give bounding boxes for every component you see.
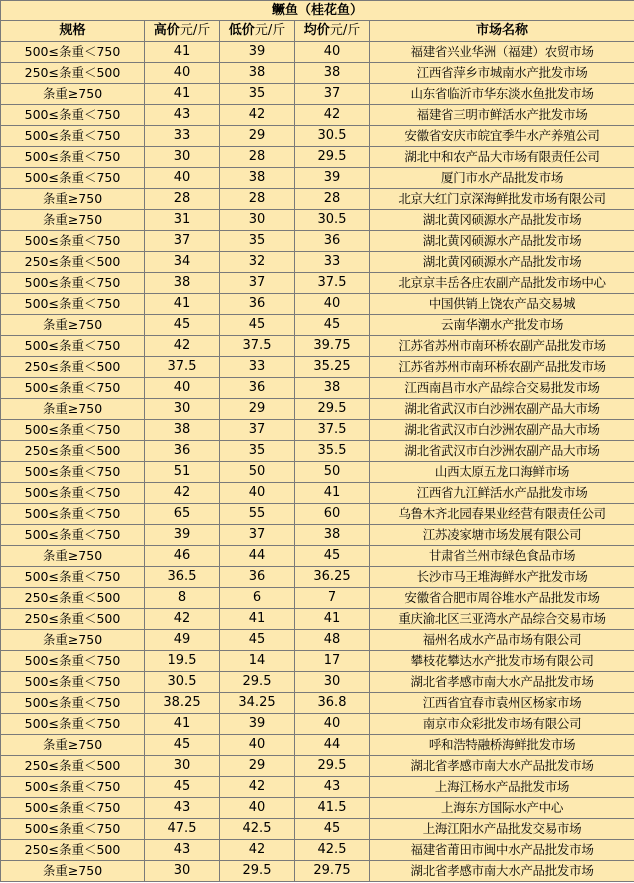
cell-low-price: 55 [220, 504, 295, 525]
cell-high-price: 46 [145, 546, 220, 567]
cell-low-price: 42.5 [220, 819, 295, 840]
table-row [1, 693, 634, 714]
cell-avg-price: 17 [295, 651, 370, 672]
cell-low-price: 33 [220, 357, 295, 378]
cell-high-price: 8 [145, 588, 220, 609]
cell-avg-price: 42.5 [295, 840, 370, 861]
cell-low-price: 42 [220, 840, 295, 861]
cell-market: 长沙市马王堆海鲜水产批发市场 [370, 567, 634, 588]
table-row [1, 672, 634, 693]
cell-avg-price: 35.25 [295, 357, 370, 378]
cell-high-price: 33 [145, 126, 220, 147]
cell-avg-price: 29.5 [295, 756, 370, 777]
table-header-row [1, 21, 634, 42]
cell-market: 呼和浩特融桥海鲜批发市场 [370, 735, 634, 756]
header-avg-label: 均价 [303, 23, 330, 38]
cell-market: 山东省临沂市华东淡水鱼批发市场 [370, 84, 634, 105]
cell-low-price: 38 [220, 168, 295, 189]
cell-low-price: 37 [220, 420, 295, 441]
table-row [1, 378, 634, 399]
table-title-row [1, 1, 634, 21]
header-market: 市场名称 [370, 21, 634, 42]
cell-avg-price: 43 [295, 777, 370, 798]
header-avg-unit: 元/斤 [329, 23, 361, 38]
cell-avg-price: 50 [295, 462, 370, 483]
cell-spec: 500≤条重＜750 [1, 672, 145, 693]
cell-market: 江西省宜春市袁州区杨家市场 [370, 693, 634, 714]
cell-high-price: 30.5 [145, 672, 220, 693]
cell-market: 福建省莆田市闽中水产品批发市场 [370, 840, 634, 861]
cell-low-price: 36 [220, 294, 295, 315]
cell-high-price: 41 [145, 84, 220, 105]
cell-avg-price: 45 [295, 315, 370, 336]
cell-avg-price: 35.5 [295, 441, 370, 462]
cell-spec: 条重≥750 [1, 84, 145, 105]
cell-spec: 条重≥750 [1, 630, 145, 651]
table-row [1, 840, 634, 861]
cell-low-price: 35 [220, 231, 295, 252]
cell-market: 重庆渝北区三亚湾水产品综合交易市场 [370, 609, 634, 630]
cell-low-price: 30 [220, 210, 295, 231]
cell-market: 江西南昌市水产品综合交易批发市场 [370, 378, 634, 399]
cell-high-price: 43 [145, 798, 220, 819]
cell-avg-price: 38 [295, 63, 370, 84]
cell-market: 江苏凌家塘市场发展有限公司 [370, 525, 634, 546]
cell-high-price: 42 [145, 483, 220, 504]
cell-spec: 条重≥750 [1, 399, 145, 420]
table-row [1, 105, 634, 126]
cell-spec: 500≤条重＜750 [1, 651, 145, 672]
cell-low-price: 42 [220, 777, 295, 798]
table-row [1, 567, 634, 588]
cell-spec: 500≤条重＜750 [1, 105, 145, 126]
cell-low-price: 29 [220, 399, 295, 420]
cell-high-price: 40 [145, 378, 220, 399]
cell-high-price: 40 [145, 168, 220, 189]
cell-high-price: 43 [145, 840, 220, 861]
cell-low-price: 35 [220, 84, 295, 105]
table-row [1, 651, 634, 672]
cell-spec: 250≤条重＜500 [1, 252, 145, 273]
header-low-unit: 元/斤 [254, 23, 286, 38]
cell-high-price: 40 [145, 63, 220, 84]
cell-market: 江西省萍乡市城南水产批发市场 [370, 63, 634, 84]
cell-avg-price: 41.5 [295, 798, 370, 819]
table-row [1, 126, 634, 147]
cell-spec: 250≤条重＜500 [1, 588, 145, 609]
cell-high-price: 45 [145, 735, 220, 756]
table-row [1, 84, 634, 105]
cell-avg-price: 37.5 [295, 420, 370, 441]
table-row [1, 546, 634, 567]
cell-avg-price: 30.5 [295, 210, 370, 231]
cell-spec: 条重≥750 [1, 735, 145, 756]
cell-spec: 500≤条重＜750 [1, 378, 145, 399]
cell-high-price: 39 [145, 525, 220, 546]
cell-market: 江西省九江鲜活水产品批发市场 [370, 483, 634, 504]
cell-high-price: 28 [145, 189, 220, 210]
cell-low-price: 40 [220, 483, 295, 504]
cell-high-price: 30 [145, 147, 220, 168]
cell-high-price: 31 [145, 210, 220, 231]
cell-low-price: 40 [220, 798, 295, 819]
table-row [1, 357, 634, 378]
cell-low-price: 37 [220, 273, 295, 294]
cell-low-price: 44 [220, 546, 295, 567]
cell-high-price: 42 [145, 336, 220, 357]
cell-high-price: 38 [145, 420, 220, 441]
cell-high-price: 36.5 [145, 567, 220, 588]
table-row [1, 714, 634, 735]
cell-spec: 条重≥750 [1, 861, 145, 882]
cell-market: 江苏省苏州市南环桥农副产品批发市场 [370, 336, 634, 357]
cell-market: 江苏省苏州市南环桥农副产品批发市场 [370, 357, 634, 378]
table-row [1, 462, 634, 483]
cell-market: 湖北省武汉市白沙洲农副产品大市场 [370, 420, 634, 441]
cell-high-price: 30 [145, 756, 220, 777]
cell-market: 湖北省孝感市南大水产品批发市场 [370, 672, 634, 693]
table-row [1, 798, 634, 819]
cell-low-price: 29 [220, 126, 295, 147]
cell-low-price: 29 [220, 756, 295, 777]
cell-market: 湖北省武汉市白沙洲农副产品大市场 [370, 399, 634, 420]
cell-avg-price: 39 [295, 168, 370, 189]
cell-market: 安徽省安庆市皖宜季牛水产养殖公司 [370, 126, 634, 147]
cell-spec: 500≤条重＜750 [1, 777, 145, 798]
cell-low-price: 50 [220, 462, 295, 483]
table-row [1, 399, 634, 420]
cell-avg-price: 48 [295, 630, 370, 651]
cell-spec: 500≤条重＜750 [1, 231, 145, 252]
header-spec: 规格 [1, 21, 145, 42]
cell-low-price: 42 [220, 105, 295, 126]
cell-spec: 500≤条重＜750 [1, 504, 145, 525]
cell-market: 云南华潮水产批发市场 [370, 315, 634, 336]
cell-high-price: 41 [145, 294, 220, 315]
table-row [1, 189, 634, 210]
cell-high-price: 30 [145, 861, 220, 882]
cell-low-price: 35 [220, 441, 295, 462]
table-row [1, 630, 634, 651]
cell-low-price: 6 [220, 588, 295, 609]
cell-spec: 条重≥750 [1, 210, 145, 231]
cell-avg-price: 45 [295, 546, 370, 567]
cell-low-price: 29.5 [220, 861, 295, 882]
cell-spec: 500≤条重＜750 [1, 126, 145, 147]
cell-market: 上海江阳水产品批发交易市场 [370, 819, 634, 840]
table-row [1, 420, 634, 441]
cell-avg-price: 36 [295, 231, 370, 252]
cell-low-price: 37 [220, 525, 295, 546]
table-row [1, 756, 634, 777]
table-row [1, 441, 634, 462]
table-row [1, 63, 634, 84]
cell-spec: 500≤条重＜750 [1, 798, 145, 819]
cell-high-price: 34 [145, 252, 220, 273]
cell-low-price: 40 [220, 735, 295, 756]
table-title: 鳜鱼（桂花鱼） [1, 1, 634, 21]
cell-high-price: 41 [145, 714, 220, 735]
header-low-label: 低价 [228, 23, 255, 38]
cell-high-price: 43 [145, 105, 220, 126]
cell-low-price: 41 [220, 609, 295, 630]
cell-spec: 250≤条重＜500 [1, 840, 145, 861]
cell-avg-price: 40 [295, 714, 370, 735]
cell-low-price: 34.25 [220, 693, 295, 714]
cell-low-price: 37.5 [220, 336, 295, 357]
cell-spec: 500≤条重＜750 [1, 273, 145, 294]
cell-low-price: 45 [220, 315, 295, 336]
cell-avg-price: 38 [295, 525, 370, 546]
cell-spec: 500≤条重＜750 [1, 420, 145, 441]
cell-high-price: 30 [145, 399, 220, 420]
table-row [1, 588, 634, 609]
cell-low-price: 14 [220, 651, 295, 672]
cell-market: 乌鲁木齐北园春果业经营有限责任公司 [370, 504, 634, 525]
cell-avg-price: 40 [295, 294, 370, 315]
cell-market: 湖北黄冈硕源水产品批发市场 [370, 210, 634, 231]
cell-market: 上海东方国际水产中心 [370, 798, 634, 819]
cell-avg-price: 41 [295, 483, 370, 504]
cell-high-price: 19.5 [145, 651, 220, 672]
cell-avg-price: 44 [295, 735, 370, 756]
cell-spec: 500≤条重＜750 [1, 483, 145, 504]
cell-market: 南京市众彩批发市场有限公司 [370, 714, 634, 735]
cell-spec: 500≤条重＜750 [1, 819, 145, 840]
cell-avg-price: 30.5 [295, 126, 370, 147]
cell-avg-price: 29.75 [295, 861, 370, 882]
cell-market: 北京京丰岳各庄农副产品批发市场中心 [370, 273, 634, 294]
cell-low-price: 28 [220, 189, 295, 210]
cell-spec: 500≤条重＜750 [1, 693, 145, 714]
cell-low-price: 39 [220, 714, 295, 735]
cell-spec: 250≤条重＜500 [1, 441, 145, 462]
cell-high-price: 47.5 [145, 819, 220, 840]
table-row [1, 42, 634, 63]
cell-avg-price: 60 [295, 504, 370, 525]
cell-high-price: 42 [145, 609, 220, 630]
cell-avg-price: 28 [295, 189, 370, 210]
cell-spec: 250≤条重＜500 [1, 756, 145, 777]
table-row [1, 294, 634, 315]
table-row [1, 861, 634, 882]
cell-high-price: 51 [145, 462, 220, 483]
cell-spec: 500≤条重＜750 [1, 168, 145, 189]
cell-spec: 500≤条重＜750 [1, 462, 145, 483]
cell-avg-price: 45 [295, 819, 370, 840]
cell-avg-price: 7 [295, 588, 370, 609]
table-row [1, 483, 634, 504]
cell-low-price: 32 [220, 252, 295, 273]
table-row [1, 168, 634, 189]
cell-market: 湖北省武汉市白沙洲农副产品大市场 [370, 441, 634, 462]
cell-avg-price: 41 [295, 609, 370, 630]
cell-spec: 500≤条重＜750 [1, 147, 145, 168]
cell-high-price: 38.25 [145, 693, 220, 714]
cell-low-price: 39 [220, 42, 295, 63]
cell-low-price: 45 [220, 630, 295, 651]
cell-low-price: 28 [220, 147, 295, 168]
cell-high-price: 49 [145, 630, 220, 651]
cell-avg-price: 29.5 [295, 399, 370, 420]
cell-spec: 500≤条重＜750 [1, 336, 145, 357]
cell-high-price: 37.5 [145, 357, 220, 378]
cell-market: 北京大红门京深海鲜批发市场有限公司 [370, 189, 634, 210]
table-row [1, 273, 634, 294]
cell-market: 攀枝花攀达水产批发市场有限公司 [370, 651, 634, 672]
cell-high-price: 37 [145, 231, 220, 252]
table-row [1, 819, 634, 840]
table-body [1, 42, 634, 882]
header-high-price [145, 21, 220, 42]
cell-avg-price: 29.5 [295, 147, 370, 168]
cell-market: 安徽省合肥市周谷堆水产品批发市场 [370, 588, 634, 609]
cell-market: 厦门市水产品批发市场 [370, 168, 634, 189]
cell-market: 湖北黄冈硕源水产品批发市场 [370, 252, 634, 273]
cell-avg-price: 42 [295, 105, 370, 126]
cell-spec: 500≤条重＜750 [1, 714, 145, 735]
cell-spec: 条重≥750 [1, 315, 145, 336]
cell-spec: 条重≥750 [1, 189, 145, 210]
table-row [1, 504, 634, 525]
cell-spec: 条重≥750 [1, 546, 145, 567]
cell-market: 湖北省孝感市南大水产品批发市场 [370, 756, 634, 777]
cell-low-price: 29.5 [220, 672, 295, 693]
cell-avg-price: 40 [295, 42, 370, 63]
header-high-unit: 元/斤 [179, 23, 211, 38]
cell-market: 山西太原五龙口海鲜市场 [370, 462, 634, 483]
cell-market: 福建省三明市鲜活水产批发市场 [370, 105, 634, 126]
cell-low-price: 36 [220, 567, 295, 588]
table-row [1, 735, 634, 756]
cell-high-price: 65 [145, 504, 220, 525]
cell-avg-price: 37.5 [295, 273, 370, 294]
header-high-label: 高价 [153, 23, 180, 38]
table-row [1, 315, 634, 336]
table-row [1, 252, 634, 273]
cell-avg-price: 36.8 [295, 693, 370, 714]
cell-high-price: 45 [145, 315, 220, 336]
table-row [1, 147, 634, 168]
cell-market: 福建省兴业华洲（福建）农贸市场 [370, 42, 634, 63]
cell-spec: 500≤条重＜750 [1, 567, 145, 588]
cell-avg-price: 36.25 [295, 567, 370, 588]
table-row [1, 525, 634, 546]
table-row [1, 336, 634, 357]
table-row [1, 210, 634, 231]
table-row [1, 231, 634, 252]
cell-spec: 250≤条重＜500 [1, 63, 145, 84]
cell-spec: 500≤条重＜750 [1, 525, 145, 546]
cell-market: 湖北省孝感市南大水产品批发市场 [370, 861, 634, 882]
cell-high-price: 45 [145, 777, 220, 798]
cell-market: 中国供销上饶农产品交易城 [370, 294, 634, 315]
cell-spec: 250≤条重＜500 [1, 609, 145, 630]
cell-avg-price: 39.75 [295, 336, 370, 357]
cell-avg-price: 38 [295, 378, 370, 399]
cell-high-price: 41 [145, 42, 220, 63]
cell-market: 湖北黄冈硕源水产品批发市场 [370, 231, 634, 252]
cell-market: 福州名成水产品市场有限公司 [370, 630, 634, 651]
cell-avg-price: 33 [295, 252, 370, 273]
table-row [1, 777, 634, 798]
cell-high-price: 38 [145, 273, 220, 294]
cell-low-price: 36 [220, 378, 295, 399]
header-low-price [220, 21, 295, 42]
cell-market: 湖北中和农产品大市场有限责任公司 [370, 147, 634, 168]
cell-avg-price: 37 [295, 84, 370, 105]
cell-spec: 500≤条重＜750 [1, 294, 145, 315]
cell-low-price: 38 [220, 63, 295, 84]
cell-spec: 250≤条重＜500 [1, 357, 145, 378]
cell-market: 甘肃省兰州市绿色食品市场 [370, 546, 634, 567]
cell-market: 上海江杨水产品批发市场 [370, 777, 634, 798]
header-avg-price [295, 21, 370, 42]
cell-avg-price: 30 [295, 672, 370, 693]
cell-spec: 500≤条重＜750 [1, 42, 145, 63]
cell-high-price: 36 [145, 441, 220, 462]
table-row [1, 609, 634, 630]
